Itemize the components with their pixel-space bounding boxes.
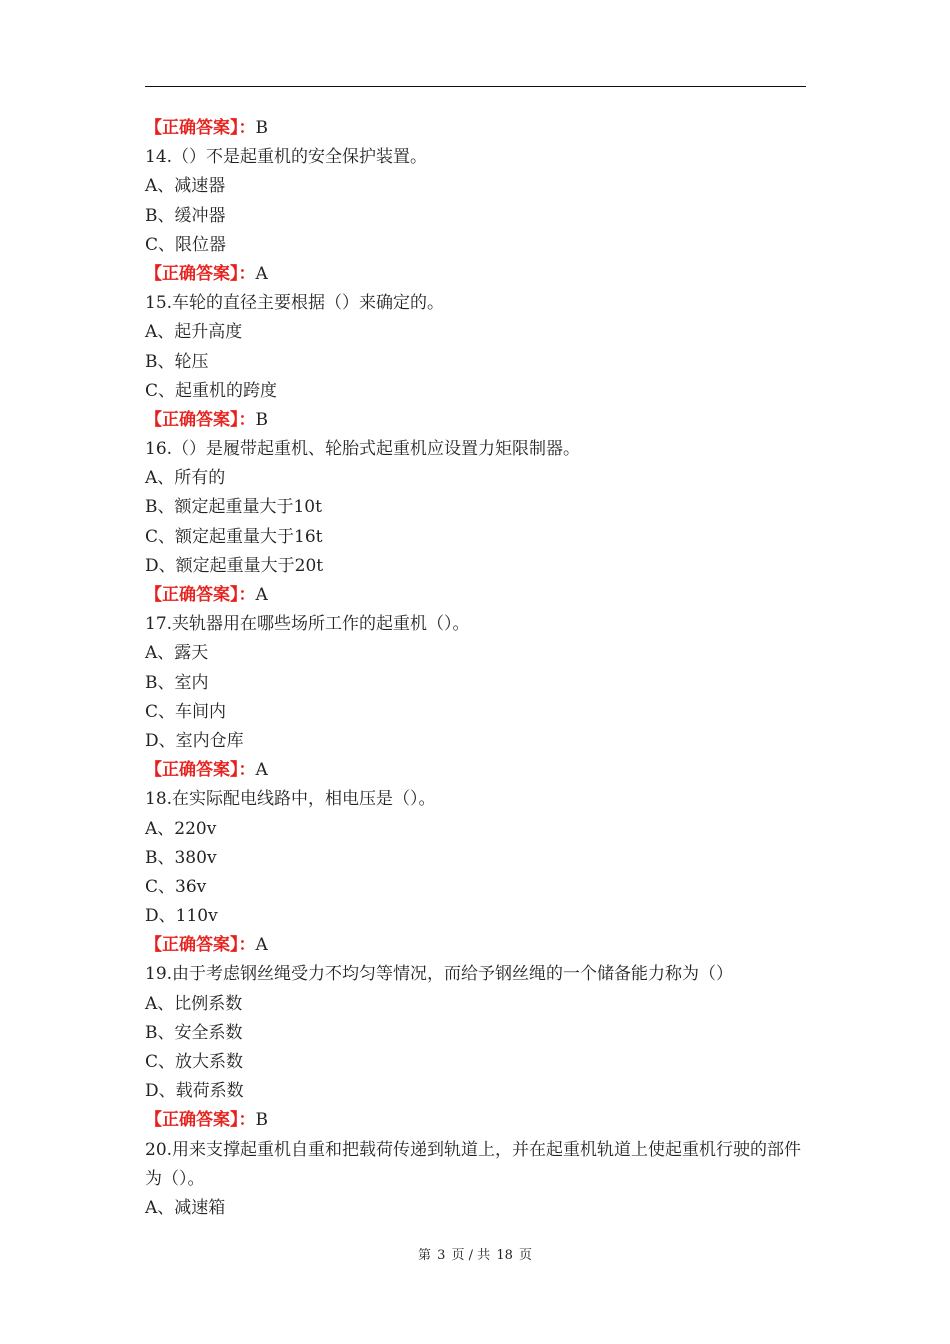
question-block — [145, 1136, 806, 1224]
answer-label: 【正确答案】： — [145, 263, 256, 284]
answer-value: B — [255, 409, 268, 430]
question-block — [145, 143, 806, 289]
option-item: C、放大系数 — [145, 1052, 244, 1072]
option-item: A、起升高度 — [145, 322, 243, 343]
option-item: D、室内仓库 — [145, 730, 244, 751]
option-item: C、车间内 — [145, 701, 227, 722]
option-item: B、额定起重量大于10t — [145, 497, 322, 518]
answer-line — [145, 931, 806, 960]
question-block — [145, 289, 806, 435]
option-item: B、轮压 — [145, 351, 209, 372]
answer-label: 【正确答案】： — [145, 585, 256, 605]
option-item: A、所有的 — [145, 468, 226, 489]
option-item: C、36v — [145, 876, 207, 897]
option-item: A、露天 — [145, 643, 209, 664]
option-item: D、110v — [145, 906, 218, 927]
answer-value: A — [255, 585, 268, 605]
option-item: A、220v — [145, 818, 217, 839]
footer-total-pages: 18 — [496, 1248, 513, 1263]
page-footer — [0, 1244, 950, 1263]
option-item: B、缓冲器 — [145, 205, 226, 226]
answer-value: A — [255, 935, 268, 956]
option-item: B、室内 — [145, 672, 209, 693]
footer-page-number: 3 — [437, 1248, 446, 1263]
answer-line — [145, 756, 806, 785]
question-list — [145, 143, 806, 1135]
answer-label: 【正确答案】： — [145, 118, 256, 138]
question-block — [145, 435, 806, 610]
footer-prefix: 第 — [417, 1248, 431, 1263]
answer-value: B — [255, 1110, 268, 1131]
question-text: 17.夹轨器用在哪些场所工作的起重机（）。 — [145, 614, 470, 635]
answer-line — [145, 260, 806, 289]
option-item: A、比例系数 — [145, 993, 243, 1014]
option-item: B、安全系数 — [145, 1022, 243, 1043]
question-text: 16.（）是履带起重机、轮胎式起重机应设置力矩限制器。 — [145, 439, 581, 460]
answer-value: A — [255, 760, 268, 781]
answer-line — [145, 581, 806, 610]
answer-value: A — [255, 263, 268, 284]
option-item: A、减速器 — [145, 176, 226, 197]
option-item: B、380v — [145, 847, 217, 868]
header-rule — [145, 86, 806, 87]
answer-value: B — [255, 118, 268, 138]
footer-suffix: 页 — [519, 1248, 533, 1263]
option-item: D、载荷系数 — [145, 1081, 244, 1102]
question-block — [145, 960, 806, 1135]
question-text: 14.（）不是起重机的安全保护装置。 — [145, 147, 428, 168]
option-item: C、起重机的跨度 — [145, 380, 278, 401]
answer-label: 【正确答案】： — [145, 935, 256, 956]
document-body — [145, 114, 806, 1223]
option-item: C、限位器 — [145, 234, 227, 255]
answer-line — [145, 406, 806, 435]
answer-line — [145, 114, 806, 143]
footer-mid: 页 / 共 — [451, 1248, 491, 1263]
option-item: D、额定起重量大于20t — [145, 555, 324, 576]
question-block — [145, 610, 806, 785]
answer-line — [145, 1106, 806, 1135]
question-block — [145, 785, 806, 960]
answer-label: 【正确答案】： — [145, 409, 256, 430]
option-item: A、减速箱 — [145, 1197, 226, 1218]
question-text: 20.用来支撑起重机自重和把载荷传递到轨道上，并在起重机轨道上使起重机行驶的部件为（）。 — [145, 1139, 802, 1189]
question-text: 15.车轮的直径主要根据（）来确定的。 — [145, 293, 445, 314]
question-text: 18.在实际配电线路中，相电压是（）。 — [145, 789, 436, 810]
answer-label: 【正确答案】： — [145, 760, 256, 781]
answer-label: 【正确答案】： — [145, 1110, 256, 1131]
option-item: C、额定起重量大于16t — [145, 526, 323, 547]
question-text: 19.由于考虑钢丝绳受力不均匀等情况，而给予钢丝绳的一个储备能力称为（） — [145, 964, 734, 985]
